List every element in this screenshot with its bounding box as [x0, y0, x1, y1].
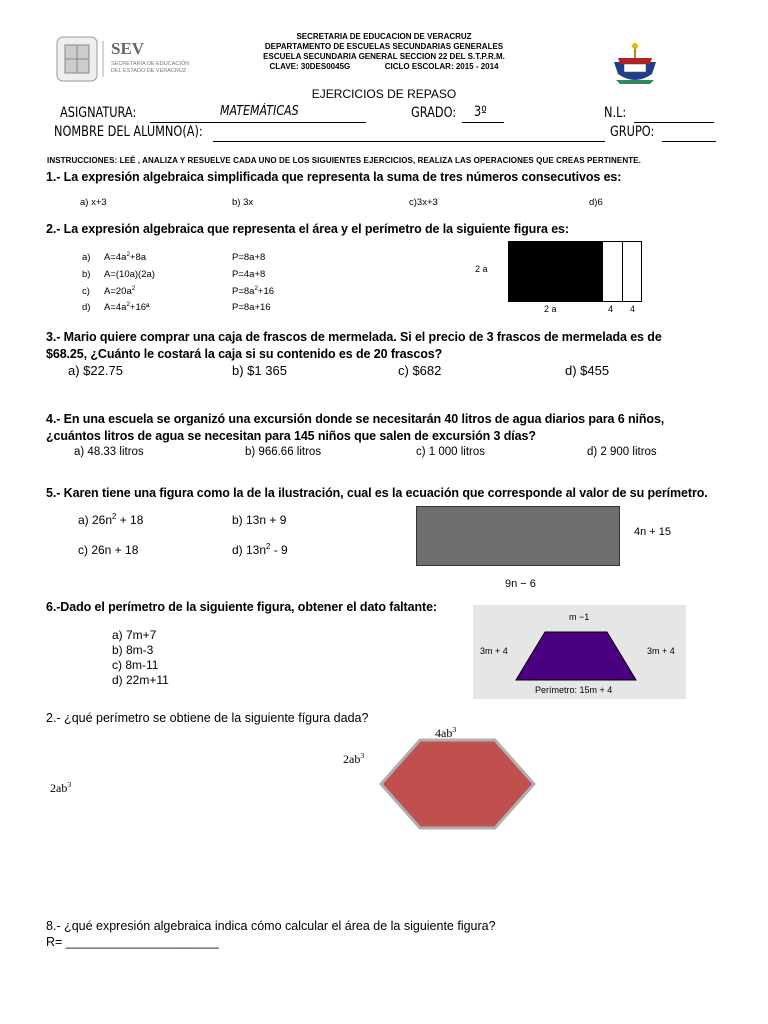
q7-side-label: $2ab^3$ — [343, 751, 365, 766]
q7-left-label: $2ab^3$ — [50, 780, 72, 795]
question-8: 8.- ¿qué expresión algebraica indica cómo calcular el área de la siguiente figura? — [46, 919, 496, 933]
q3-option-c[interactable]: c) $682 — [398, 363, 442, 378]
page-title: EJERCICIOS DE REPASO — [311, 87, 457, 101]
q4-option-a[interactable]: a) 48.33 litros — [74, 446, 144, 458]
q2-figure — [470, 238, 670, 318]
q3-option-d[interactable]: d) $455 — [565, 363, 610, 378]
q5-figure-bottom-label: 9n − 6 — [505, 578, 536, 590]
q2-c-area: $A=20a^2$ — [104, 284, 136, 297]
q5-option-a[interactable]: a) $26n^2 + 18$ — [78, 512, 144, 527]
grado-label: GRADO: — [411, 105, 457, 121]
q2-b-perimeter: P=4a+8 — [232, 269, 266, 280]
q4-option-c[interactable]: c) 1 000 litros — [416, 446, 486, 458]
q5-option-b[interactable]: b) 13n + 9 — [232, 513, 287, 527]
q6-option-b[interactable]: b) 8m-3 — [112, 643, 154, 657]
q5-figure-side-label: 4n + 15 — [634, 526, 672, 538]
q2-figure-bottom-label: 2 a — [544, 304, 557, 314]
q2-option-a-label[interactable]: a) — [82, 252, 91, 263]
header-ciclo: CICLO ESCOLAR: 2015 - 2014 — [384, 62, 499, 71]
q2-c-perimeter: $P=8a^2+16$ — [232, 284, 275, 297]
q1-option-a[interactable]: a) x+3 — [80, 197, 107, 208]
sev-logo-sub2: DEL ESTADO DE VERACRUZ — [111, 68, 187, 74]
q6-figure-right-label: 3m + 4 — [647, 646, 675, 656]
school-emblem-icon — [610, 40, 660, 88]
q4-option-b[interactable]: b) 966.66 litros — [245, 446, 322, 458]
q2-figure-4a-label: 4 — [608, 304, 614, 314]
q6-figure — [473, 605, 686, 699]
nombre-label: NOMBRE DEL ALUMNO(A): — [54, 124, 203, 140]
q1-option-d[interactable]: d)6 — [589, 197, 603, 208]
question-4-line-2: ¿cuántos litros de agua se necesitan para 145 niños que salen de excursión 3 días? — [46, 429, 536, 443]
q2-option-b-label[interactable]: b) — [82, 269, 91, 280]
header-line-3: ESCUELA SECUNDARIA GENERAL SECCION 22 DEL S.T.P.R.M. — [263, 52, 505, 61]
question-1: 1.- La expresión algebraica simplificada que representa la suma de tres números consecutivos es: — [46, 170, 622, 184]
q3-option-a[interactable]: a) $22.75 — [68, 363, 123, 378]
q5-option-c[interactable]: c) 26n + 18 — [78, 543, 139, 557]
q2-figure-strip-1 — [602, 241, 624, 302]
q6-option-a[interactable]: a) 7m+7 — [112, 628, 157, 642]
q2-figure-4b-label: 4 — [630, 304, 636, 314]
q2-figure-black-rect — [508, 241, 604, 302]
hexagon-shape — [378, 736, 538, 832]
q2-a-perimeter: P=8a+8 — [232, 252, 266, 263]
header-clave: CLAVE: 30DES0045G — [269, 62, 351, 71]
question-6: 6.-Dado el perímetro de la siguiente figura, obtener el dato faltante: — [46, 600, 437, 614]
grado-value: 3º — [474, 104, 487, 120]
question-2: 2.- La expresión algebraica que representa el área y el perímetro de la siguiente figura es: — [46, 222, 569, 236]
q3-option-b[interactable]: b) $1 365 — [232, 363, 287, 378]
q2-d-perimeter: P=8a+16 — [232, 302, 271, 313]
q2-option-d-label[interactable]: d) — [82, 302, 91, 313]
q7-top-label: $4ab^3$ — [435, 725, 457, 740]
header-line-1: SECRETARIA DE EDUCACION DE VERACRUZ — [296, 32, 472, 41]
q6-figure-left-label: 3m + 4 — [480, 646, 508, 656]
grupo-line[interactable] — [662, 141, 716, 142]
question-3-line-2: $68.25, ¿Cuánto le costará la caja si su contenido es de 20 frascos? — [46, 347, 443, 361]
q5-figure-rect — [416, 506, 620, 566]
q1-option-b[interactable]: b) 3x — [232, 197, 254, 208]
sev-logo-sub1: SECRETARÍA DE EDUCACIÓN — [111, 61, 190, 67]
asignatura-row — [60, 105, 136, 121]
q2-figure-strip-2 — [622, 241, 642, 302]
q6-figure-top-label: m −1 — [569, 612, 590, 622]
q2-b-area: A=(10a)(2a) — [104, 269, 155, 280]
q2-a-area: $A=4a^2+8a$ — [104, 250, 147, 263]
question-3-line-1: 3.- Mario quiere comprar una caja de frascos de mermelada. Si el precio de 3 frascos de mermelada es de — [46, 330, 662, 344]
sev-logo-text: SEV — [111, 39, 145, 58]
question-7: 2.- ¿qué perímetro se obtiene de la siguiente fígura dada? — [46, 711, 369, 725]
nl-label: N.L: — [604, 105, 627, 121]
asignatura-label: ASIGNATURA: — [60, 105, 137, 121]
q6-option-c[interactable]: c) 8m-11 — [112, 658, 159, 672]
q1-option-c[interactable]: c)3x+3 — [409, 197, 438, 208]
question-5: 5.- Karen tiene una figura como la de la ilustración, cual es la ecuación que corresponde al valor de su perímetro. — [46, 486, 708, 500]
q4-option-d[interactable]: d) 2 900 litros — [587, 446, 657, 458]
q8-answer-line[interactable]: R= ______________________ — [46, 935, 219, 949]
q2-figure-side-label: 2 a — [475, 264, 488, 274]
nl-line[interactable] — [634, 122, 714, 123]
q5-option-d[interactable]: d) $13n^2 - 9$ — [232, 542, 288, 557]
q6-option-d[interactable]: d) 22m+11 — [112, 673, 169, 687]
asignatura-line[interactable] — [150, 122, 366, 123]
q2-d-area: $A=4a^2+16ª$ — [104, 300, 150, 313]
grado-line[interactable] — [462, 122, 504, 123]
q2-option-c-label[interactable]: c) — [82, 286, 90, 297]
question-4-line-1: 4.- En una escuela se organizó una excursión donde se necesitarán 40 litros de agua diarios para 6 niños, — [46, 412, 665, 426]
q6-figure-perimeter-label: Perímetro: 15m + 4 — [535, 685, 613, 695]
asignatura-value: MATEMÁTICAS — [220, 104, 299, 119]
header-line-2: DEPARTAMENTO DE ESCUELAS SECUNDARIAS GENERALES — [264, 42, 504, 51]
grupo-label: GRUPO: — [610, 124, 655, 140]
nombre-line[interactable] — [213, 141, 605, 142]
instructions: INSTRUCCIONES: LEÉ , ANALIZA Y RESUELVE CADA UNO DE LOS SIGUIENTES EJERCICIOS, REALIZA LAS OPERACIONES QUE CREAS PERTINENTE. — [47, 156, 641, 165]
